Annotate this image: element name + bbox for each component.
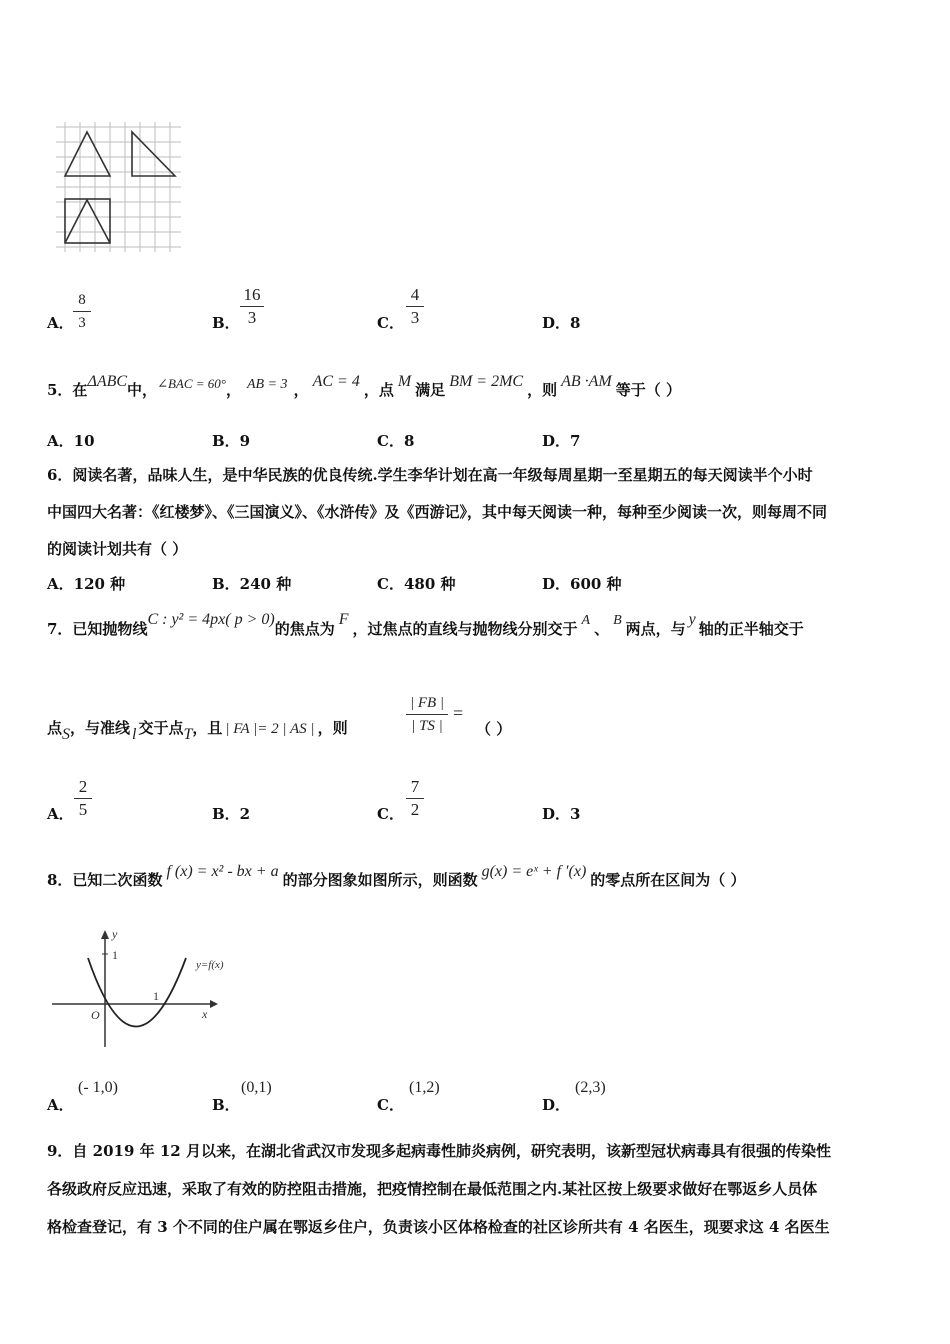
q7-stem-line-2: 点S，与准线 l 交于点T，且 | FA |= 2 | AS | ，则 [47, 719, 348, 743]
q5-stem: 5．在ΔABC中，∠BAC = 60°， AB = 3 ， AC = 4 ，点 M 满足 BM = 2MC ，则 AB ·AM 等于（ ） [47, 373, 681, 399]
q8-function-graph [50, 925, 240, 1050]
x-tick-label: 1 [153, 989, 159, 1003]
q8-option-a-interval: (- 1,0) [78, 1079, 118, 1096]
q7-option-a-fraction: 2 5 [74, 777, 92, 820]
q8-option-b[interactable]: B． [212, 1096, 240, 1114]
q7-option-c[interactable]: C． [377, 805, 404, 823]
q8-option-a[interactable]: A． [47, 1096, 74, 1114]
q8-option-b-interval: (0,1) [241, 1079, 272, 1096]
q5-option-d[interactable]: D．7 [542, 432, 581, 450]
q7-ratio-fraction: | FB | | TS | [406, 693, 448, 736]
q8-stem: 8．已知二次函数 f (x) = x² - bx + a 的部分图象如图所示，则函数 g(x) = eˣ + f ′(x) 的零点所在区间为（ ） [47, 863, 746, 889]
y-axis-label: y [112, 927, 118, 941]
y-tick-label: 1 [112, 948, 118, 962]
q8-option-c[interactable]: C． [377, 1096, 404, 1114]
q6-option-b[interactable]: B．240 种 [212, 575, 292, 593]
q4-option-c-fraction: 4 3 [406, 285, 424, 328]
q6-option-d[interactable]: D．600 种 [542, 575, 622, 593]
x-axis-arrow [210, 1000, 218, 1008]
top-view-square [65, 199, 110, 243]
front-view-triangle [65, 132, 110, 176]
q4-option-b-fraction: 16 3 [240, 285, 264, 328]
q5-option-a[interactable]: A．10 [47, 432, 95, 450]
q7-option-a[interactable]: A． [47, 805, 74, 823]
q5-option-c[interactable]: C．8 [377, 432, 415, 450]
side-view-triangle [132, 132, 175, 176]
q7-option-b[interactable]: B．2 [212, 805, 251, 823]
q4-option-a[interactable]: A． [47, 314, 74, 332]
q4-option-a-fraction: 8 3 [73, 290, 91, 333]
parabola-curve [88, 958, 186, 1027]
q7-equals-sign: = [453, 703, 464, 723]
q8-option-c-interval: (1,2) [409, 1079, 440, 1096]
x-axis-label: x [202, 1007, 208, 1021]
q8-option-d[interactable]: D． [542, 1096, 571, 1114]
y-axis-arrow [101, 930, 109, 939]
q9-stem-line-3: 格检查登记，有 3 个不同的住户属在鄂返乡住户，负责该小区体格检查的社区诊所共有 4 名医生，现要求这 4 名医生 [47, 1218, 830, 1236]
q6-stem-line-2: 中国四大名著：《红楼梦》、《三国演义》、《水浒传》及《西游记》，其中每天阅读一种，每种至少阅读一次，则每周不同 [47, 503, 828, 521]
q4-option-b[interactable]: B． [212, 314, 240, 332]
q7-stem-line-1: 7．已知抛物线C : y² = 4px( p > 0)的焦点为F，过焦点的直线与抛物线分别交于 A 、 B 两点，与y轴的正半轴交于 [47, 611, 804, 638]
q7-option-c-fraction: 7 2 [406, 777, 424, 820]
q8-option-d-interval: (2,3) [575, 1079, 606, 1096]
q9-stem-line-1: 9．自 2019 年 12 月以来，在湖北省武汉市发现多起病毒性肺炎病例，研究表明，该新型冠状病毒具有很强的传染性 [47, 1142, 831, 1160]
q4-option-c[interactable]: C． [377, 314, 404, 332]
q6-stem-line-3: 的阅读计划共有（ ） [47, 540, 188, 558]
q9-stem-line-2: 各级政府反应迅速，采取了有效的防控阻击措施，把疫情控制在最低范围之内.某社区按上级要求做好在鄂返乡人员体 [47, 1180, 818, 1198]
q7-option-d[interactable]: D．3 [542, 805, 581, 823]
q7-answer-blank: （ ） [476, 720, 512, 738]
origin-label: O [91, 1008, 100, 1022]
q6-option-a[interactable]: A．120 种 [47, 575, 126, 593]
q5-option-b[interactable]: B．9 [212, 432, 251, 450]
three-view-figure [56, 122, 186, 254]
curve-label: y=f(x) [196, 959, 224, 971]
q6-option-c[interactable]: C．480 种 [377, 575, 456, 593]
q4-option-d[interactable]: D．8 [542, 314, 581, 332]
q6-stem-line-1: 6．阅读名著，品味人生，是中华民族的优良传统.学生李华计划在高一年级每周星期一至星期五的每天阅读半个小时 [47, 466, 813, 484]
